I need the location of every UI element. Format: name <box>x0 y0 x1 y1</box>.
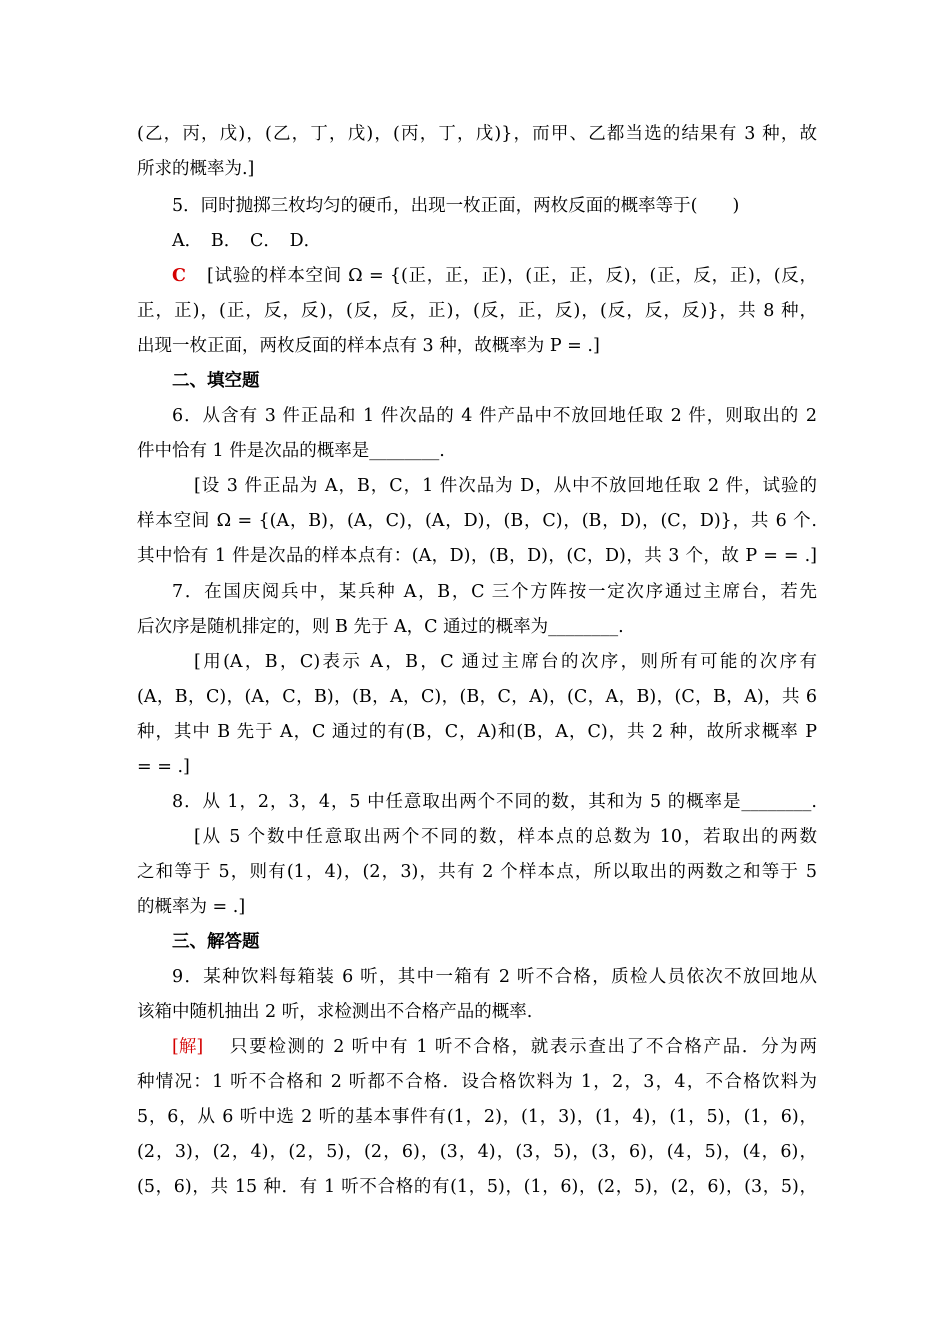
text-line: 只要检测的 2 听中有 1 听不合格，就表示查出了不合格产品．分为两 <box>230 1037 817 1057</box>
question-7: 7．在国庆阅兵中，某兵种 A，B，C 三个方阵按一定次序通过主席台，若先 <box>172 582 817 602</box>
question-9: 9．某种饮料每箱装 6 听，其中一箱有 2 听不合格，质检人员依次不放回地从 <box>172 967 817 987</box>
choices-5: A． B． C． D． <box>172 231 322 251</box>
text-line: 样本空间 Ω = {(A，B)，(A，C)，(A，D)，(B，C)，(B，D)，(C，D)}，共 6 个. <box>137 511 817 531</box>
text-line: (2，3)，(2，4)，(2，5)，(2，6)，(3，4)，(3，5)，(3，6)，(4，5)，(4，6)， <box>137 1142 817 1162</box>
text-line: 该箱中随机抽出 2 听，求检测出不合格产品的概率. <box>137 1002 533 1022</box>
text-line: 的概率为 = .] <box>137 897 246 917</box>
solution-tag: [解] <box>172 1037 204 1057</box>
question-6: 6．从含有 3 件正品和 1 件次品的 4 件产品中不放回地任取 2 件，则取出的 2 <box>172 406 817 426</box>
text-line: (乙，丙，戊)，(乙，丁，戊)，(丙，丁，戊)}，而甲、乙都当选的结果有 3 种，故 <box>137 124 817 144</box>
answer-letter: C <box>172 266 186 286</box>
text-line: 之和等于 5，则有(1，4)，(2，3)，共有 2 个样本点，所以取出的两数之和等于 5 <box>137 862 817 882</box>
text-line: [设 3 件正品为 A，B，C，1 件次品为 D，从中不放回地任取 2 件，试验的 <box>194 476 817 496</box>
question-8: 8．从 1，2，3，4，5 中任意取出两个不同的数，其和为 5 的概率是________. <box>172 792 817 812</box>
text-line: 种，其中 B 先于 A，C 通过的有(B，C，A)和(B，A，C)，共 2 种，故所求概率 P <box>137 722 817 742</box>
section-heading: 二、填空题 <box>172 371 260 391</box>
text-line: 所求的概率为.] <box>137 159 255 179</box>
text-line: 件中恰有 1 件是次品的概率是________. <box>137 441 445 461</box>
text-line: [从 5 个数中任意取出两个不同的数，样本点的总数为 10，若取出的两数 <box>194 827 817 847</box>
text-line: [用(A，B，C)表示 A，B，C 通过主席台的次序，则所有可能的次序有 <box>194 652 817 672</box>
section-heading: 三、解答题 <box>172 932 260 952</box>
text-line: 出现一枚正面，两枚反面的样本点有 3 种，故概率为 P = .] <box>137 336 600 356</box>
text-line: (5，6)，共 15 种．有 1 听不合格的有(1，5)，(1，6)，(2，5)，(2，6)，(3，5)， <box>137 1177 817 1197</box>
text-line: [试验的样本空间 Ω = {(正，正，正)，(正，正，反)，(正，反，正)，(反， <box>207 266 817 286</box>
text-line: 正，正)，(正，反，反)，(反，反，正)，(反，正，反)，(反，反，反)}，共 8 种， <box>137 301 817 321</box>
text-line: 5，6，从 6 听中选 2 听的基本事件有(1，2)，(1，3)，(1，4)，(1，5)，(1，6)， <box>137 1107 817 1127</box>
text-line: = = .] <box>137 757 190 777</box>
text-line: (A，B，C)，(A，C，B)，(B，A，C)，(B，C，A)，(C，A，B)，(C，B，A)，共 6 <box>137 687 817 707</box>
text-line: 后次序是随机排定的，则 B 先于 A，C 通过的概率为________. <box>137 617 624 637</box>
text-line: 种情况：1 听不合格和 2 听都不合格．设合格饮料为 1，2，3，4，不合格饮料为 <box>137 1072 817 1092</box>
question-5: 5．同时抛掷三枚均匀的硬币，出现一枚正面，两枚反面的概率等于( ) <box>172 196 740 216</box>
text-line: 其中恰有 1 件是次品的样本点有：(A，D)，(B，D)，(C，D)，共 3 个，故 P = = .] <box>137 546 817 566</box>
